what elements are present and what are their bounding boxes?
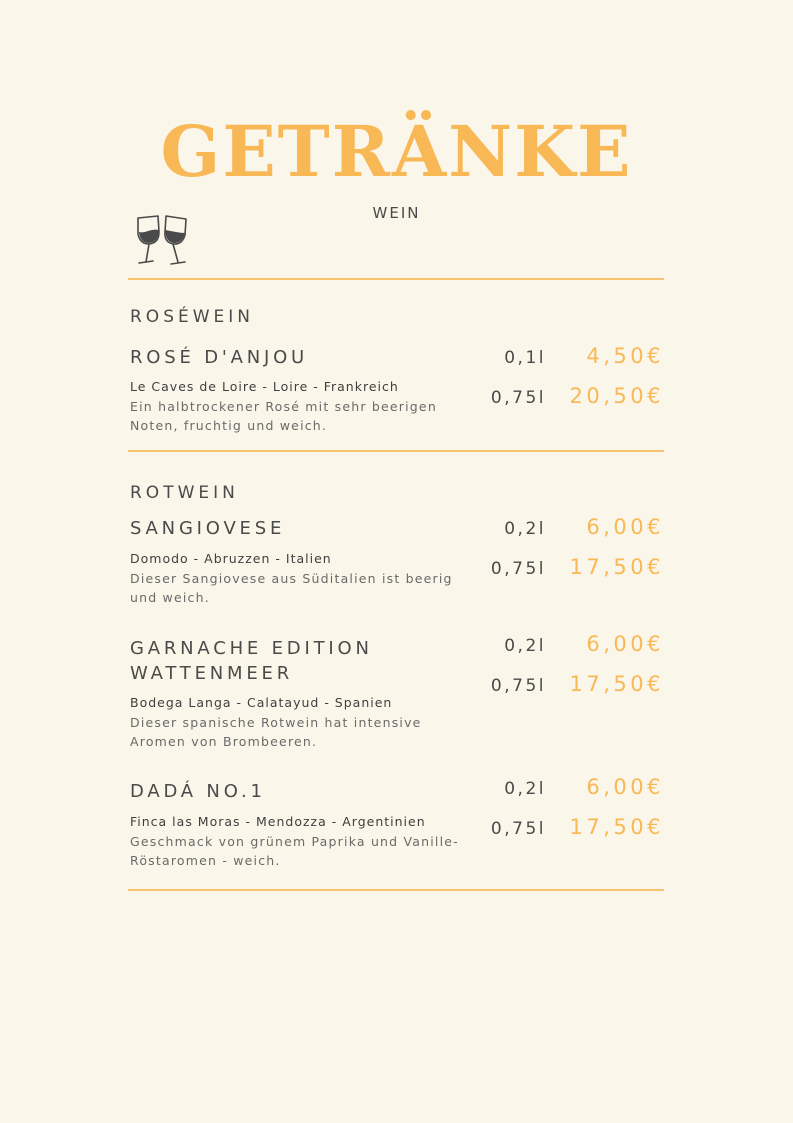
wine-price: 17,50€ xyxy=(569,672,664,696)
divider-bottom xyxy=(128,889,664,891)
page-subtitle: WEIN xyxy=(372,204,421,222)
wine-volume: 0,75l xyxy=(490,819,546,839)
wine-volume: 0,2l xyxy=(504,636,546,656)
wine-volume: 0,75l xyxy=(490,676,546,696)
wine-producer: Domodo - Abruzzen - Italien xyxy=(130,551,332,566)
wine-name-rose-danjou: ROSÉ D'ANJOU xyxy=(130,347,309,368)
category-rotwein: ROTWEIN xyxy=(130,483,239,503)
wine-volume: 0,2l xyxy=(504,779,546,799)
wine-price: 4,50€ xyxy=(586,344,664,368)
wine-volume: 0,75l xyxy=(490,388,546,408)
wine-glasses-icon xyxy=(128,212,198,270)
wine-producer: Finca las Moras - Mendozza - Argentinien xyxy=(130,814,426,829)
wine-volume: 0,2l xyxy=(504,519,546,539)
page-title: GETRÄNKE xyxy=(160,110,633,193)
wine-price: 6,00€ xyxy=(586,515,664,539)
divider-middle xyxy=(128,450,664,452)
wine-price: 6,00€ xyxy=(586,775,664,799)
divider-top xyxy=(128,278,664,280)
wine-description: Dieser spanische Rotwein hat intensive Aromen von Brombeeren. xyxy=(130,715,422,749)
category-rosewein: ROSÉWEIN xyxy=(130,307,255,327)
wine-name-dada: DADÁ NO.1 xyxy=(130,781,266,802)
wine-description: Dieser Sangiovese aus Süditalien ist beerig und weich. xyxy=(130,571,453,605)
wine-name-sangiovese: SANGIOVESE xyxy=(130,518,286,539)
wine-description: Ein halbtrockener Rosé mit sehr beerigen Noten, fruchtig und weich. xyxy=(130,399,437,433)
wine-price: 20,50€ xyxy=(569,384,664,408)
wine-name-garnache: GARNACHE EDITION WATTENMEER xyxy=(130,638,373,684)
wine-volume: 0,75l xyxy=(490,559,546,579)
wine-producer: Bodega Langa - Calatayud - Spanien xyxy=(130,695,393,710)
wine-price: 17,50€ xyxy=(569,815,664,839)
wine-price: 17,50€ xyxy=(569,555,664,579)
wine-volume: 0,1l xyxy=(504,348,546,368)
wine-producer: Le Caves de Loire - Loire - Frankreich xyxy=(130,379,399,394)
wine-description: Geschmack von grünem Paprika und Vanille-Röstaromen - weich. xyxy=(130,834,459,868)
wine-price: 6,00€ xyxy=(586,632,664,656)
